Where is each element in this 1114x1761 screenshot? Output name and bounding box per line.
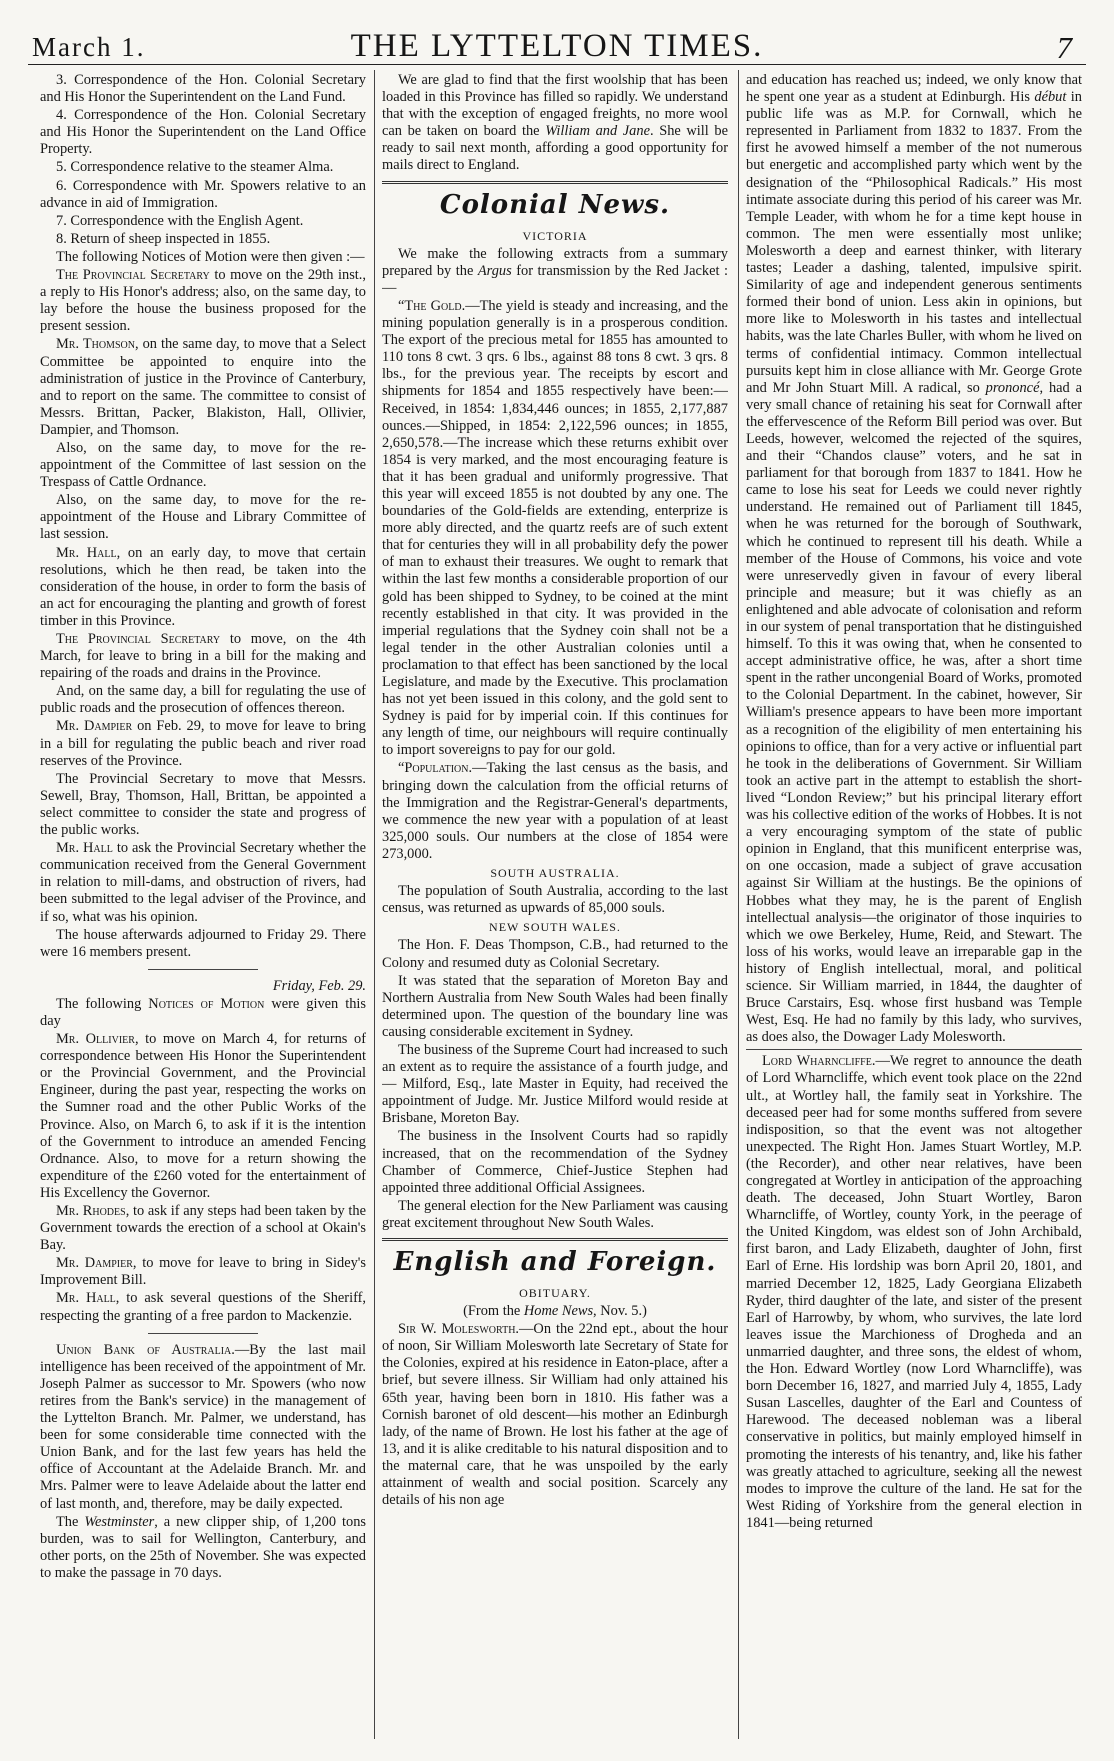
masthead (28, 26, 1086, 64)
column-divider (374, 70, 375, 1739)
motion: Mr. Thomson, on the same day, to move that a Select Committee be appointed to enquire into the administration of justice in the Province of Canterbury, and to report on the same. The committee to consist of Messrs. Brittan, Packer, Blakiston, Hall, Ollivier, Dampier, and Thomson. (40, 336, 366, 438)
gold-item: “The Gold.—The yield is steady and increasing, and the mining population generally is in a prosperous condition. The export of the precious metal for 1855 has amounted to 110 tons 8 cwt. 3 qrs. 6 lbs., against 88 tons 8 cwt. 3 qrs. 8 lbs., for the previous year. The receipts by escort and shipments for 1854 and 1855 respectively have been:—Received, in 1854: 1,834,446 ounces; in 1855, 2,177,887 ounces.—Shipped, in 1854: 2,122,596 ounces; in 1855, 2,650,578.—The increase which these returns exhibit over 1854 is very marked, and the most encouraging feature is that it has been gradual and uniformly progressive. That this year will exceed 1855 is not doubted by any one. The boundaries of the Gold-fields are extending, enterprize is more ably directed, and the quartz reefs are of such extent that for centuries they will in all probability defy the power of man to exhaust their treasures. We ought to remark that within the last few months a considerable proportion of our gold has been shipped to Sydney, to be coined at the mint recently established in that city. It was provided in the imperial regulations that the Sydney coin shall not be a legal tender in the other Australian colonies until a proclamation to that effect has been sanctioned by the local Legislature, and made by the Executive. This proclamation has not yet been issued in this colony, and the gold sent to Sydney is paid for by imperial coin. If this continues for any length of time, our neighbours will require continually to import sovereigns to pay for our gold. (382, 297, 728, 759)
union-bank-item: Union Bank of Australia.—By the last mail intelligence has been received of the appointment of Mr. Joseph Palmer as successor to Mr. Spowers (who now retires from the Bank's service) in the management of the Lyttelton Branch. Mr. Palmer, we understand, has been for some considerable time connected with the Union Bank, and for the last few years has held the office of Accountant at the Adelaide Branch. Mr. and Mrs. Palmer were to leave Adelaide about the latter end of last month, and, therefore, may be daily expected. (40, 1341, 366, 1512)
list-item: 7. Correspondence with the English Agent. (56, 212, 304, 229)
motion: Also, on the same day, to move for the re-appointment of the Committee of last session on the Trespass of Cattle Ordnance. (40, 439, 366, 491)
motion: Mr. Dampier, to move for leave to bring in Sidey's Improvement Bill. (40, 1255, 366, 1289)
speaker: Mr. Hall (56, 840, 113, 857)
list-item: 5. Correspondence relative to the steamer Alma. (56, 159, 334, 176)
woolship-item: We are glad to find that the first woolship that has been loaded in this Province has filled so rapidly. We understand that with the exception of engaged freights, no more wool can be taken on board the William and Jane. She will be ready to sail next month, affording a good opportunity for mails direct to England. (382, 72, 728, 174)
speaker: The Provincial Secretary (56, 267, 210, 284)
obituary-heading: OBITUARY. (519, 1286, 591, 1300)
victoria-intro: We make the following extracts from a summary prepared by the Argus for transmission by the Red Jacket :— (382, 245, 728, 296)
nsw-item: The Hon. F. Deas Thompson, C.B., had returned to the Colony and resumed duty as Colonial Secretary. (382, 937, 728, 971)
motion: Mr. Hall, on an early day, to move that certain resolutions, which he then read, be taken into the consideration of the house, in order to form the basis of an act for encouraging the planting and growth of forest timber in this Province. (40, 544, 366, 629)
colonial-news-heading: Colonial News. (439, 189, 671, 220)
issue-date: March 1. (32, 32, 146, 62)
column-1 (40, 72, 366, 1583)
speaker: Mr. Dampier (56, 1255, 133, 1272)
speaker: Mr. Hall (56, 544, 117, 561)
motion: Mr. Dampier on Feb. 29, to move for leave to bring in a bill for regulating the public beach and river road reserves of the Province. (40, 718, 366, 769)
speaker: Mr. Rhodes (56, 1203, 126, 1219)
obituary-source: (From the Home News, Nov. 5.) (463, 1303, 647, 1320)
south-australia-item: The population of South Australia, according to the last census, was returned as upwards of 85,000 souls. (382, 883, 728, 917)
item-heading: Lord Wharncliffe. (762, 1053, 876, 1070)
motion: Also, on the same day, to move for the re-appointment of the House and Library Committee of last session. (40, 492, 366, 543)
list-item: 3. Correspondence of the Hon. Colonial Secretary and His Honor the Superintendent on the Land Fund. (40, 72, 366, 106)
column-3 (746, 72, 1082, 1533)
speaker: Mr. Ollivier (56, 1031, 135, 1048)
page-number: 7 (1056, 30, 1072, 65)
motion: Mr. Hall, to ask several questions of the Sheriff, respecting the granting of a free pardon to Mackenzie. (40, 1290, 366, 1324)
friday-heading: Friday, Feb. 29. (272, 977, 366, 994)
molesworth-item: Sir W. Molesworth.—On the 22nd ept., about the hour of noon, Sir William Molesworth late Secretary of State for the Colonies, expired at his residence in Eaton-place, after a brief, but severe illness. Sir William had only attained his 65th year, having been born in 1810. His father was a Cornish baronet of old descent—his mother an Edinburgh lady, of the name of Brown. He lost his father at the age of 13, and it is alike creditable to his natural disposition and to the maternal care, that he was unspoiled by the early attainment of wealth and social position. Scarcely any details of his non age (382, 1321, 728, 1509)
newspaper-title: THE LYTTELTON TIMES. (350, 28, 764, 64)
item-heading: Union Bank of Australia. (56, 1341, 235, 1358)
separator-rule (148, 1333, 258, 1334)
item-heading: “Population. (398, 760, 473, 777)
south-australia-heading: SOUTH AUSTRALIA. (490, 866, 620, 881)
westminster-item: The Westminster, a new clipper ship, of 1,200 tons burden, was to sail for Wellington, Canterbury, and other ports, on the 25th of November. She was expected to make the passage in 70 days. (40, 1513, 366, 1581)
victoria-heading: VICTORIA (522, 228, 588, 243)
speaker: Mr. Hall (56, 1290, 116, 1307)
list-item: 6. Correspondence with Mr. Spowers relative to an advance in aid of Immigration. (40, 177, 366, 211)
motion: Mr. Rhodes, to ask if any steps had been taken by the Government towards the erection of a school at Okain's Bay. (40, 1203, 366, 1254)
column-divider (738, 70, 739, 1739)
header-rule (28, 64, 1086, 65)
wharncliffe-item: Lord Wharncliffe.—We regret to announce the death of Lord Wharncliffe, which event took place on the 22nd ult., at Wortley hall, the family seat in Yorkshire. The deceased peer had for some months suffered from severe indisposition, so that the event was not altogether unexpected. The Right Hon. James Stuart Wortley, M.P. (the Recorder), and other near relatives, have been congregated at Wortley in anticipation of the approaching death. The deceased, John Stuart Wortley, Baron Wharncliffe, of Wortley, county York, in the peerage of the United Kingdom, was eldest son of John Archibald, first baron, and Lady Elizabeth, daughter of John, first Earl of Erne. His lordship was born April 20, 1801, and married December 12, 1825, Lady Georgiana Elizabeth Ryder, third daughter of the late, and sister of the present Earl of Harrowby, by whom, who survives, the late lord leaves issue the Marchioness of Drogheda and an unmarried daughter, and three sons, the eldest of whom, the Hon. Edward Wortley (now Lord Wharncliffe), was born December 16, 1827, and married July 4, 1855, Lady Susan Lascelles, daughter of the Earl and Countess of Harewood. The deceased nobleman was a liberal conservative in politics, but mainly employed himself in promoting the interests of his tenantry, and, like his father was greatly attached to agriculture, seeking all the newest modes to improve the culture of the land. He sat for the West Riding of Yorkshire from the general election in 1841—being returned (746, 1053, 1082, 1531)
nsw-item: The business of the Supreme Court had increased to such an extent as to require the assistance of a fourth judge, and — Milford, Esq., late Master in Equity, had received the appointment of Judge. Mr. Justice Milford would reside at Brisbane, Moreton Bay. (382, 1041, 728, 1127)
section-rule (382, 181, 728, 184)
motion: The Provincial Secretary to move on the 29th inst., a reply to His Honor's address; also, on the same day, to lay before the house the business proposed for the present session. (40, 267, 366, 335)
item-heading: Sir W. Molesworth. (398, 1321, 520, 1338)
separator-rule (148, 969, 258, 970)
motion: The house afterwards adjourned to Friday 29. There were 16 members present. (40, 926, 366, 960)
item-heading: “The Gold. (398, 297, 466, 314)
nsw-heading: NEW SOUTH WALES. (489, 920, 621, 935)
motion: The Provincial Secretary to move that Messrs. Sewell, Bray, Thomson, Hall, Brittan, be appointed a select committee to consider the state and progress of the public works. (40, 770, 366, 839)
item-rule (746, 1049, 1082, 1050)
speaker: Mr. Dampier (56, 718, 133, 735)
section-rule (382, 1238, 728, 1241)
speaker: Mr. Thomson (56, 336, 135, 353)
english-foreign-heading: English and Foreign. (393, 1247, 717, 1277)
molesworth-continued: and education has reached us; indeed, we only know that he spent one year as a student at Edinburgh. His début in public life was as M.P. for Cornwall, which he represented in Parliament from 1832 to 1837. From the first he avowed himself a member of the not numerous but energetic and accomplished party which went by the designation of the “Philosophical Radicals.” His most intimate associate during this period of his career was Mr. Temple Leader, with whom he for a time kept house in common. The men were essentially most unlike; Molesworth a deep and earnest thinker, with literary tastes; Leader a dashing, talented, impulsive spirit. Similarity of age and independent generous sentiments formed their bond of union. Less akin in opinions, but more like to Molesworth in his tastes and intellectual habits, was the late Charles Buller, with whom he lived on terms of confidential intimacy. Common intellectual pursuits kept him in close alliance with Mr. George Grote and Mr John Stuart Mill. A radical, so prononcé, had a very small chance of retaining his seat for Cornwall after the effervescence of the Reform Bill period was over. But Leeds, however, welcomed the rejected of the squires, and their “Chandos clause” voters, and he sat in parliament for that borough from 1837 to 1841. How he came to lose his seat for Leeds we could never rightly understand. He remained out of Parliament till 1845, when he was returned for the borough of Southwark, which he continued to represent till his death. While a member of the House of Commons, his voice and vote were unreservedly given in favour of every liberal principle and measure; but it was chiefly as an enlightened and able advocate of colonisation and reform in our system of penal transportation that he distinguished himself. To this it was owing that, when he consented to accept administrative office, he was, after a short time spent in the rather uncongenial Board of Works, promoted to the Colonial Department. In the cabinet, however, Sir William's presence appears to have been more important as a recognition of the eligibility of men entertaining his opinions to office, than for a very active or influential part he took in the deliberations of Government. Sir William took an active part in the attempt to establish the short-lived “London Review;” but his principal literary effort was his collective edition of the works of Hobbes. It is not a very encouraging symptom of the state of public opinion in England, that this munificent enterprise was, on one occasion, made a subject of grave accusation against Sir William at the hustings. Be the opinions of Hobbes what they may, he is the parent of English intellectual analysis—the originator of those inquiries to which we owe Berkeley, Hume, Reid, and Stewart. The loss of his works, would leave an irreparable gap in the history of English intellectual, moral, and political science. Sir William married, in 1844, the daughter of Bruce Carstairs, Esq. whose first husband was Temple West, Esq. He had no family by this lady, who survives, as does also, the Dowager Lady Molesworth. (746, 72, 1082, 1046)
motion: Mr. Ollivier, to move on March 4, for returns of correspondence between His Honor the Superintendent or the Provincial Government, and the Provincial Engineer, during the past year, respecting the works on the Sumner road and the other Public Works of the Province. Also, on March 6, to ask if it is the intention of the Government to introduce an amended Fencing Ordnance. Also, to move for a return showing the expenditure of the £260 voted for the entertainment of His Excellency the Governor. (40, 1031, 366, 1201)
population-item: “Population.—Taking the last census as the basis, and bringing down the calculation from the official returns of the Immigration and the Registrar-General's departments, we commence the new year with a population of at least 325,000 souls. Our numbers at the close of 1854 were 273,000. (382, 760, 728, 862)
list-item: 4. Correspondence of the Hon. Colonial Secretary and His Honor the Superintendent on the Land Office Property. (40, 107, 366, 158)
column-2 (382, 72, 728, 1510)
speaker: The Provincial Secretary (56, 631, 221, 647)
motion: The Provincial Secretary to move, on the 4th March, for leave to bring in a bill for the making and repairing of the roads and drains in the Province. (40, 631, 366, 682)
friday-intro: The following Notices of Motion were given this day (40, 995, 366, 1029)
nsw-item: The general election for the New Parliament was causing great excitement throughout New South Wales. (382, 1197, 728, 1231)
motion: Mr. Hall to ask the Provincial Secretary whether the communication received from the General Government in relation to mill-dams, and obstruction of rivers, had been submitted to the legal adviser of the Province, and if so, what was his opinion. (40, 840, 366, 925)
list-item: 8. Return of sheep inspected in 1855. (56, 230, 271, 247)
motion: And, on the same day, a bill for regulating the use of public roads and the prosecution of offences thereon. (40, 683, 366, 717)
motions-intro: The following Notices of Motion were then given :— (56, 248, 365, 265)
nsw-item: It was stated that the separation of Moreton Bay and Northern Australia from New South Wales had been finally determined upon. The question of the boundary line was causing considerable excitement in Sydney. (382, 972, 728, 1040)
nsw-item: The business in the Insolvent Courts had so rapidly increased, that on the recommendation of the Sydney Chamber of Commerce, Chief-Justice Stephen had appointed three additional Official Assignees. (382, 1128, 728, 1196)
